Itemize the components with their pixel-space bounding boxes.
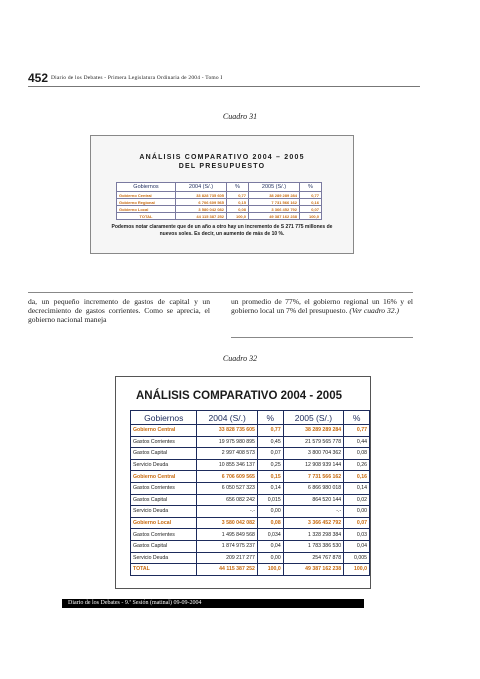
value-cell: 6 866 980 018	[283, 482, 343, 494]
value-cell: 3 580 042 082	[176, 206, 227, 213]
table-row	[131, 482, 370, 494]
cuadro32-box	[115, 376, 371, 589]
col-header: %	[300, 183, 322, 192]
col-header: 2004 (S/.)	[197, 411, 257, 425]
value-cell: 3 580 042 082	[197, 517, 257, 529]
value-cell: 6 706 609 565	[197, 471, 257, 483]
col-header: 2004 (S/.)	[176, 183, 227, 192]
cuadro31-box	[90, 135, 354, 254]
row-label-cell: Servicio Deuda	[131, 552, 197, 564]
cuadro31-title	[91, 153, 353, 171]
value-cell: 38 289 289 284	[283, 425, 343, 437]
col-header: 2005 (S/.)	[249, 183, 300, 192]
value-cell: 0,00	[257, 552, 283, 564]
row-label-cell: Servicio Deuda	[131, 459, 197, 471]
page-footer	[62, 599, 364, 608]
value-cell: 7 731 566 162	[249, 199, 300, 206]
value-cell: 0,04	[344, 540, 370, 552]
value-cell: 6 706 609 565	[176, 199, 227, 206]
table-header-row	[131, 411, 370, 425]
value-cell: 0,44	[344, 436, 370, 448]
cuadro31-note: Podemos notar claramente que de un año a otro hay un incremento de S 271 775 millones de nuevos soles. Es decir, un aumento de más de 10 %.	[111, 224, 333, 237]
value-cell: 0,45	[257, 436, 283, 448]
table-row	[131, 494, 370, 506]
value-cell: 0,14	[257, 482, 283, 494]
value-cell: 0,77	[257, 425, 283, 437]
value-cell: 0,005	[344, 552, 370, 564]
value-cell: 209 217 277	[197, 552, 257, 564]
value-cell: 0,16	[344, 471, 370, 483]
table-row	[131, 436, 370, 448]
value-cell: 44 115 387 252	[176, 213, 227, 220]
col-header: %	[257, 411, 283, 425]
value-cell: 0,16	[300, 199, 322, 206]
value-cell: 2 997 408 573	[197, 448, 257, 460]
table-row	[131, 540, 370, 552]
col-header: 2005 (S/.)	[283, 411, 343, 425]
value-cell: 19 975 980 895	[197, 436, 257, 448]
value-cell: 3 800 704 362	[283, 448, 343, 460]
cuadro32-title: ANÁLISIS COMPARATIVO 2004 - 2005	[136, 390, 342, 402]
value-cell: 1 495 849 568	[197, 529, 257, 541]
table-row	[117, 192, 322, 199]
value-cell: 100,0	[300, 213, 322, 220]
body-text-left: da, un pequeño incremento de gastos de capital y un decrecimiento de gastos corrientes. Como se aprecia, el gobierno nacional maneja	[28, 297, 210, 325]
page-header	[28, 72, 420, 87]
value-cell: 49 387 162 238	[283, 564, 343, 576]
value-cell: 49 387 162 238	[249, 213, 300, 220]
value-cell: 0,07	[300, 206, 322, 213]
table-row	[131, 425, 370, 437]
row-label-cell: Gobierno Central	[131, 425, 197, 437]
table-row	[131, 506, 370, 518]
value-cell: 0,02	[344, 494, 370, 506]
cuadro31-title-line1: ANÁLISIS COMPARATIVO 2004 – 2005	[139, 154, 305, 161]
value-cell: 100,0	[344, 564, 370, 576]
value-cell: 33 828 735 605	[176, 192, 227, 199]
value-cell: 1 783 386 530	[283, 540, 343, 552]
value-cell: 0,14	[344, 482, 370, 494]
table-row	[117, 199, 322, 206]
value-cell: 1 328 298 384	[283, 529, 343, 541]
value-cell: 254 767 878	[283, 552, 343, 564]
footer-text: Diario de los Debates - 9.ª Sesión (matinal) 09-09-2004	[68, 600, 202, 606]
row-label-cell: Gastos Capital	[131, 540, 197, 552]
value-cell: 0,07	[344, 517, 370, 529]
divider	[231, 337, 413, 338]
value-cell: -.-	[197, 506, 257, 518]
value-cell: 3 366 452 792	[283, 517, 343, 529]
value-cell: 0,08	[344, 448, 370, 460]
table-header-row	[117, 183, 322, 192]
value-cell: 44 115 387 252	[197, 564, 257, 576]
value-cell: 0,00	[257, 506, 283, 518]
cuadro32-table	[130, 410, 370, 576]
cuadro31-table	[116, 182, 322, 220]
running-head: Diario de los Debates - Primera Legislatura Ordinaria de 2004 - Tomo I	[51, 75, 223, 81]
value-cell: 0,034	[257, 529, 283, 541]
row-label-cell: Gastos Capital	[131, 448, 197, 460]
row-label-cell: Gobierno Local	[131, 517, 197, 529]
row-label-cell: Gastos Capital	[131, 494, 197, 506]
col-header: %	[344, 411, 370, 425]
table-row	[131, 529, 370, 541]
value-cell: 38 289 289 284	[249, 192, 300, 199]
value-cell: 100,0	[227, 213, 249, 220]
table-row	[117, 206, 322, 213]
value-cell: 33 828 735 605	[197, 425, 257, 437]
row-label-cell: Gobierno Regional	[117, 199, 176, 206]
page-number: 452	[28, 71, 49, 85]
value-cell: 0,26	[344, 459, 370, 471]
row-label-cell: TOTAL	[117, 213, 176, 220]
table-row	[117, 213, 322, 220]
value-cell: 0,25	[257, 459, 283, 471]
value-cell: 0,07	[257, 448, 283, 460]
divider	[28, 292, 413, 293]
value-cell: 12 908 939 144	[283, 459, 343, 471]
value-cell: 0,08	[257, 517, 283, 529]
table-row	[131, 517, 370, 529]
row-label-cell: Gastos Corrientes	[131, 482, 197, 494]
value-cell: 0,08	[227, 206, 249, 213]
value-cell: 0,15	[227, 199, 249, 206]
body-text-right	[231, 297, 413, 315]
table-row	[131, 552, 370, 564]
cuadro32-caption: Cuadro 32	[222, 354, 258, 363]
value-cell: 21 579 565 778	[283, 436, 343, 448]
value-cell: 0,03	[344, 529, 370, 541]
value-cell: 0,77	[344, 425, 370, 437]
value-cell: 0,00	[344, 506, 370, 518]
value-cell: 0,77	[300, 192, 322, 199]
value-cell: 6 050 527 323	[197, 482, 257, 494]
cuadro31-title-line2: DEL PRESUPUESTO	[178, 163, 266, 170]
row-label-cell: TOTAL	[131, 564, 197, 576]
table-row	[131, 564, 370, 576]
col-header: %	[227, 183, 249, 192]
cuadro31-caption: Cuadro 31	[222, 112, 258, 121]
value-cell: 0,15	[257, 471, 283, 483]
value-cell: 656 082 242	[197, 494, 257, 506]
value-cell: 3 366 452 792	[249, 206, 300, 213]
row-label-cell: Gastos Corrientes	[131, 436, 197, 448]
row-label-cell: Servicio Deuda	[131, 506, 197, 518]
table-row	[131, 459, 370, 471]
row-label-cell: Gobierno Central	[117, 192, 176, 199]
value-cell: 1 874 975 237	[197, 540, 257, 552]
value-cell: 0,04	[257, 540, 283, 552]
value-cell: 7 731 566 162	[283, 471, 343, 483]
table-row	[131, 448, 370, 460]
value-cell: 100,0	[257, 564, 283, 576]
row-label-cell: Gobierno Central	[131, 471, 197, 483]
body-text-right-main: un promedio de 77%, el gobierno regional un 16% y el gobierno local un 7% del presupuesto.	[231, 297, 413, 316]
value-cell: -.-	[283, 506, 343, 518]
col-header: Gobiernos	[117, 183, 176, 192]
body-text-right-ref: (Ver cuadro 32.)	[349, 306, 400, 316]
value-cell: 0,015	[257, 494, 283, 506]
value-cell: 864 520 144	[283, 494, 343, 506]
table-row	[131, 471, 370, 483]
value-cell: 0,77	[227, 192, 249, 199]
row-label-cell: Gastos Corrientes	[131, 529, 197, 541]
row-label-cell: Gobierno Local	[117, 206, 176, 213]
col-header: Gobiernos	[131, 411, 197, 425]
value-cell: 10 855 346 137	[197, 459, 257, 471]
